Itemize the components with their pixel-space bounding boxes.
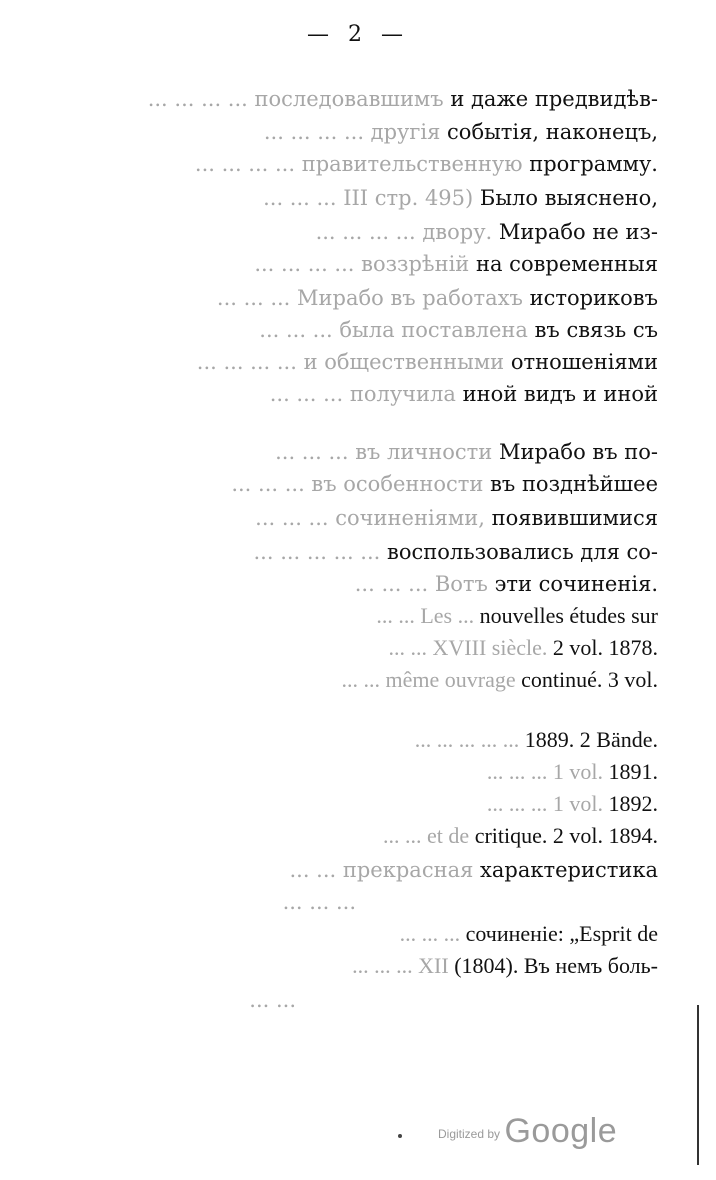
watermark-brand-logo: Google	[504, 1112, 618, 1150]
faded-text-fragment: ... ... ... ... поcледовавшимъ	[147, 87, 444, 111]
text-line	[342, 666, 658, 694]
text-line	[254, 250, 658, 278]
faded-text-fragment: ... ... ... ... ...	[414, 727, 520, 752]
text-line	[316, 218, 658, 246]
text-line	[231, 470, 658, 498]
text-line	[376, 602, 658, 630]
faded-text-fragment: ... ... ... ... двору.	[315, 220, 493, 244]
text-line	[289, 856, 658, 884]
faded-text-fragment: ... ... ... ... и общественными	[196, 350, 505, 374]
line-text: Было выяснено,	[473, 186, 658, 210]
faded-text-fragment: ... ... ... XII	[352, 953, 449, 978]
text-line	[264, 118, 658, 146]
faded-text-fragment: ... ... XVIII siècle.	[388, 635, 548, 660]
faded-text-fragment: ... ... ... въ особенности	[231, 472, 484, 496]
text-line	[352, 952, 658, 980]
scan-edge-rule	[697, 1005, 699, 1165]
text-line	[415, 726, 658, 754]
line-text: событія, наконецъ,	[440, 120, 658, 144]
faded-text-fragment: ... ... ... была поставлена	[259, 318, 528, 342]
faded-text-fragment: ... ... même ouvrage	[341, 667, 516, 692]
line-text: 1892.	[603, 791, 658, 816]
stray-mark	[398, 1134, 402, 1138]
page-number-header: — 2 —	[307, 22, 409, 47]
text-line	[275, 438, 658, 466]
line-text: (1804). Въ немъ боль-	[448, 953, 658, 978]
text-line	[389, 634, 658, 662]
faded-text-fragment: ... ... ... ... другія	[263, 120, 441, 144]
faded-text-fragment: ... ... ...	[399, 921, 461, 946]
faded-text-fragment: ... ... ... въ личности	[275, 440, 493, 464]
digitized-watermark	[438, 1112, 617, 1151]
faded-text-fragment: ... ... ... ... правительственную	[194, 152, 523, 176]
faded-text-fragment: ... ... ... 1 vol.	[486, 791, 603, 816]
faded-text-fragment: ... ...	[249, 988, 296, 1012]
line-text: Мирабо не из-	[492, 220, 658, 244]
text-line	[263, 184, 658, 212]
line-text: critique. 2 vol. 1894.	[469, 823, 658, 848]
text-line	[487, 758, 658, 786]
faded-text-fragment: ... ... ... 1 vol.	[486, 759, 603, 784]
text-line	[283, 888, 356, 916]
line-text: nouvelles études sur	[474, 603, 658, 628]
line-text: въ позднѣйшее	[483, 472, 658, 496]
line-text: Мирабо въ по-	[492, 440, 658, 464]
text-line	[259, 316, 658, 344]
line-text: характеристика	[473, 858, 658, 882]
text-line	[270, 380, 658, 408]
line-text: на современныя	[469, 252, 658, 276]
line-text: 1891.	[603, 759, 658, 784]
line-text: иной видъ и иной	[455, 382, 658, 406]
line-text: отношеніями	[504, 350, 658, 374]
faded-text-fragment: ... ... ... ... ...	[253, 540, 381, 564]
text-line	[254, 538, 659, 566]
faded-text-fragment: ... ... et de	[383, 823, 470, 848]
faded-text-fragment: ... ... ... сочиненіями,	[255, 506, 485, 530]
line-text: программу.	[522, 152, 658, 176]
text-line	[148, 85, 658, 113]
line-text: воспользовались для со-	[380, 540, 658, 564]
faded-text-fragment: ... ... ... получила	[269, 382, 456, 406]
text-line	[249, 986, 296, 1014]
line-text: 2 vol. 1878.	[547, 635, 658, 660]
text-line	[355, 570, 658, 598]
faded-text-fragment: ... ... ... Мирабо въ работахъ	[216, 286, 523, 310]
line-text: 1889. 2 Bände.	[519, 727, 658, 752]
faded-text-fragment: ... ... прекрасная	[289, 858, 474, 882]
text-line	[255, 504, 658, 532]
text-line	[197, 348, 658, 376]
line-text: сочиненіе: „Esprit de	[460, 921, 658, 946]
faded-text-fragment: ... ... ... Вотъ	[354, 572, 488, 596]
text-line	[400, 920, 658, 948]
line-text: continué. 3 vol.	[515, 667, 658, 692]
watermark-prefix: Digitized by	[438, 1127, 501, 1141]
faded-text-fragment: ... ... ... III стр. 495)	[263, 186, 474, 210]
text-line	[487, 790, 658, 818]
faded-text-fragment: ... ... Les ...	[376, 603, 475, 628]
line-text: и даже предвидѣв-	[443, 87, 658, 111]
line-text: въ связь съ	[527, 318, 658, 342]
line-text: историковъ	[522, 286, 658, 310]
text-line	[383, 822, 658, 850]
text-line	[217, 284, 658, 312]
text-line	[195, 150, 658, 178]
faded-text-fragment: ... ... ... ... воззрѣній	[254, 252, 470, 276]
line-text: эти сочиненія.	[487, 572, 658, 596]
line-text: появившимися	[484, 506, 658, 530]
faded-text-fragment: ... ... ...	[282, 890, 356, 914]
